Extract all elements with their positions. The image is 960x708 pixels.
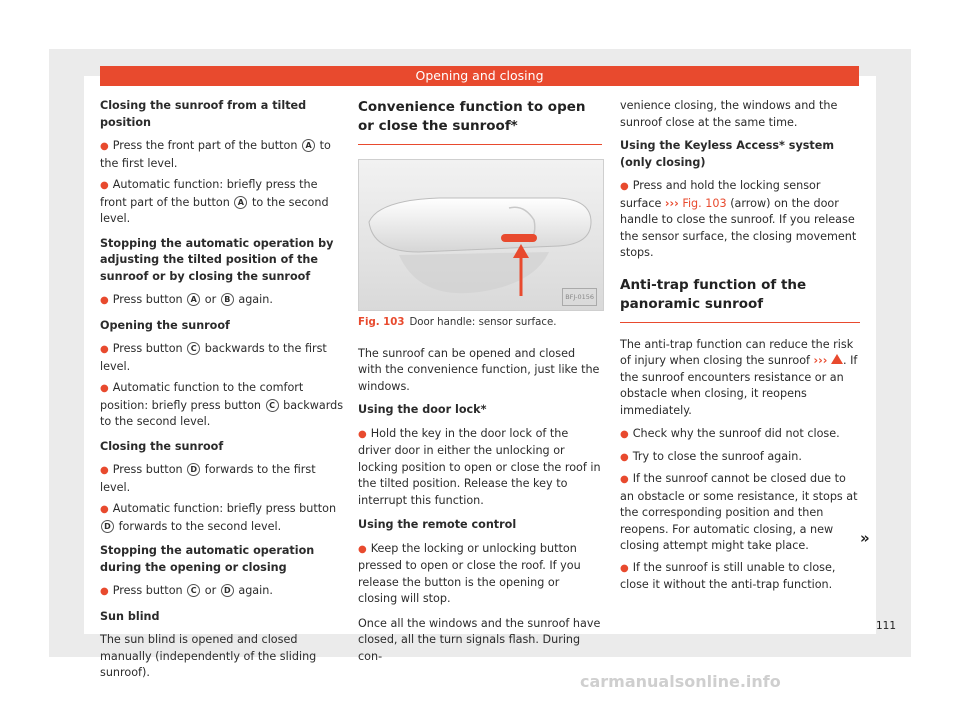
list-item: ● Press the front part of the button A to the first level. [100,139,331,170]
section-title-anti-trap: Anti-trap function of the panoramic sunroof [620,276,807,312]
list-item: ● Try to close the sunroof again. [620,449,802,463]
button-label-icon: D [187,463,200,476]
list-item: ● Press button D forwards to the first level. [100,463,316,494]
column-middle [358,98,602,672]
column-left [100,98,346,689]
paragraph: Once all the windows and the sunroof have closed, all the turn signals flash. During con- [358,616,601,663]
list-item: ● Hold the key in the door lock of the driver door in either the unlocking or locking position to open or close the roof in the tilted position. Release the key to interrupt this function. [358,426,601,507]
bullet-icon: ● [100,465,109,476]
figure-door-handle [358,159,604,311]
list-item: ● Check why the sunroof did not close. [620,427,840,440]
button-label-icon: A [187,293,200,306]
button-label-icon: D [221,584,234,597]
list-item: ● Press button C backwards to the first level. [100,342,327,373]
button-label-icon: C [187,584,200,597]
watermark-text: carmanualsonline.info [580,672,781,691]
heading-stopping-automatic-tilt: Stopping the automatic operation by adjusting the tilted position of the sunroof or by closing the sunroof [100,236,334,283]
paragraph: venience closing, the windows and the sunroof close at the same time. [620,99,838,129]
bullet-icon: ● [100,180,109,191]
section-title-convenience: Convenience function to open or close the sunroof* [358,99,586,134]
reference-arrows-icon: ››› [664,196,679,210]
list-item: ● Press button A or B again. [100,293,273,306]
list-item: ● If the sunroof cannot be closed due to an obstacle or some resistance, it stops at the corresponding position and then reopens. For automatic closing, a new closing attempt might take place. [620,472,858,552]
sensor-surface-marker [501,234,537,242]
warning-triangle-icon [831,354,843,364]
heading-stopping-automatic-open-close: Stopping the automatic operation during the opening or closing [100,544,315,574]
heading-opening-sunroof: Opening the sunroof [100,318,230,332]
bullet-icon: ● [100,586,109,597]
list-item: ● Automatic function: briefly press the front part of the button A to the second level. [100,178,329,225]
button-label-icon: C [266,399,279,412]
header-title: Opening and closing [415,68,544,83]
bullet-icon: ● [100,141,109,152]
bullet-icon: ● [100,295,109,306]
paragraph: The sunroof can be opened and closed with the convenience function, just like the windows. [358,346,600,393]
button-label-icon: A [302,139,315,152]
list-item: ● Automatic function: briefly press button D forwards to the second level. [100,502,337,533]
heading-closing-from-tilted: Closing the sunroof from a tilted position [100,99,307,129]
heading-keyless-access: Using the Keyless Access* system (only closing) [620,139,835,169]
paragraph: The sun blind is opened and closed manually (independently of the sliding sunroof). [100,633,317,679]
button-label-icon: D [101,520,114,533]
bullet-icon: ● [100,504,109,515]
bullet-icon: ● [620,562,629,574]
list-item: ● Press button C or D again. [100,584,273,597]
bullet-icon: ● [620,451,629,463]
page-header-bar [100,66,859,86]
page-number: 111 [876,620,897,632]
bullet-icon: ● [100,383,109,394]
reference-arrows-icon: ››› [813,354,828,367]
list-item: ● Keep the locking or unlocking button pressed to open or close the roof. If you release the button is the opening or closing will stop. [358,541,581,605]
heading-closing-sunroof: Closing the sunroof [100,439,224,453]
bullet-icon: ● [100,344,109,355]
continued-icon: » [860,529,870,547]
bullet-icon: ● [358,543,367,555]
button-label-icon: A [234,196,247,209]
heading-door-lock: Using the door lock* [358,403,487,416]
section-heading [358,98,602,145]
button-label-icon: B [221,293,234,306]
figure-code: BFJ-0156 [562,288,597,307]
bullet-icon: ● [620,181,629,192]
paragraph: The anti-trap function can reduce the risk of injury when closing the sunroof ››› . If the sunroof encounters resistance or an obstacle when closing, it reopens immediately. [620,337,858,417]
bullet-icon: ● [620,429,629,440]
button-label-icon: C [187,342,200,355]
heading-remote-control: Using the remote control [358,518,517,531]
figure-caption: Fig. 103 Door handle: sensor surface. [358,317,557,328]
bullet-icon: ● [620,474,629,485]
list-item: ● Automatic function to the comfort position: briefly press button C backwards to the second level. [100,381,344,428]
column-right [620,98,860,599]
heading-sun-blind: Sun blind [100,609,160,623]
list-item: ● If the sunroof is still unable to close, close it without the anti-trap function. [620,560,836,591]
list-item: ● Press and hold the locking sensor surface ››› Fig. 103 (arrow) on the door handle to close the sunroof. If you release the sensor surface, the closing movement stops. [620,179,857,259]
section-heading [620,276,860,323]
figure-reference-link[interactable]: Fig. 103 [682,196,727,210]
bullet-icon: ● [358,428,367,440]
